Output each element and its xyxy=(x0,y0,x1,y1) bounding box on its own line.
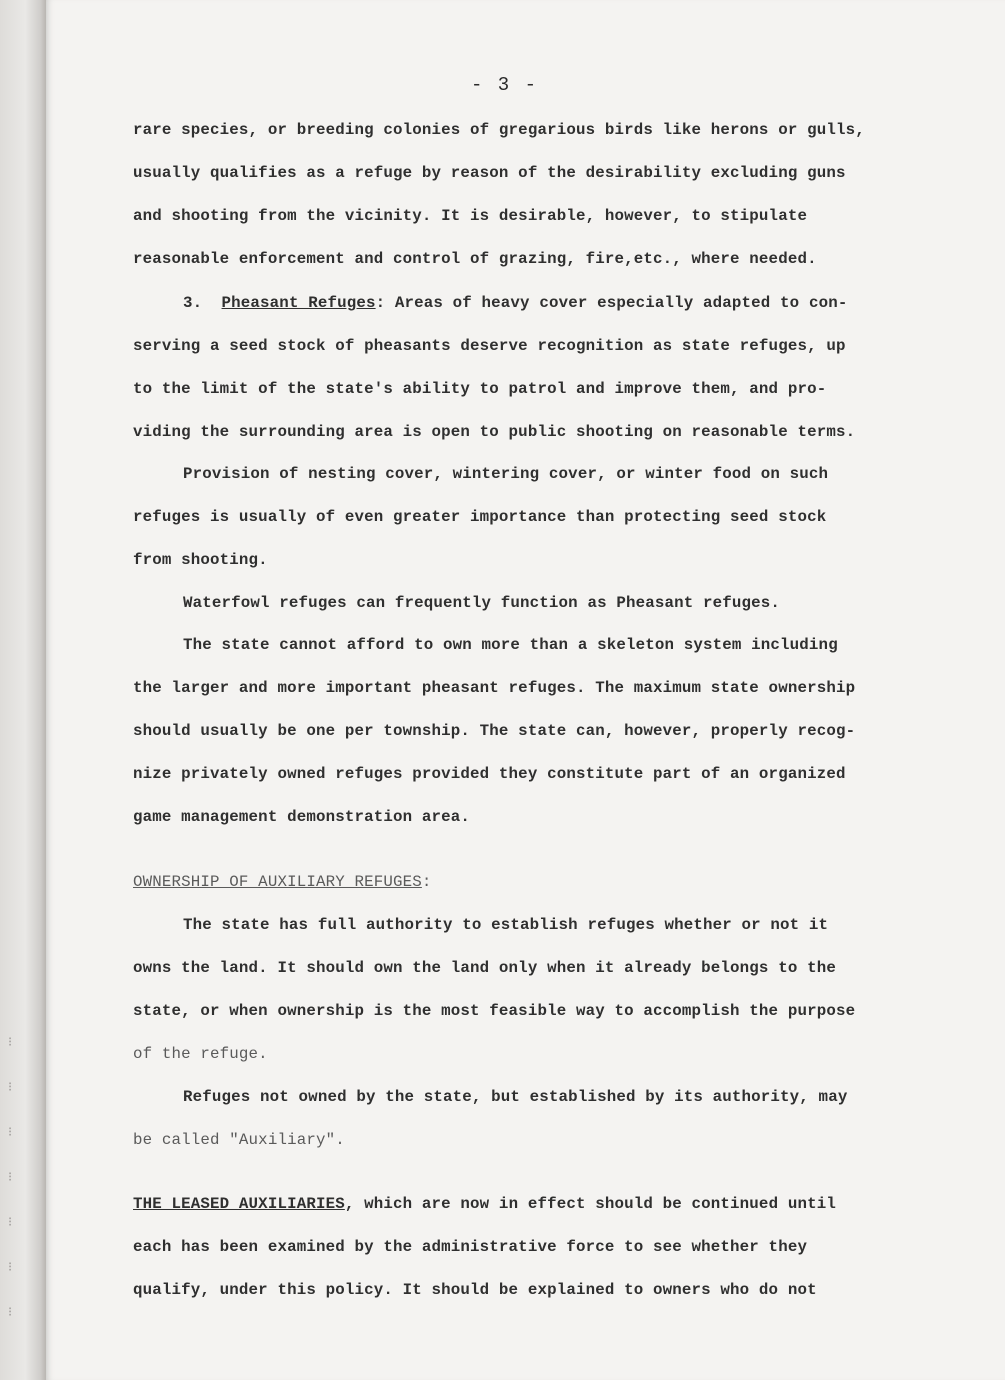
section-heading-ownership: OWNERSHIP OF AUXILIARY REFUGES xyxy=(133,873,422,891)
text-line: usually qualifies as a refuge by reason of the desirability excluding guns xyxy=(133,164,846,182)
text-line: of the refuge. xyxy=(133,1045,268,1063)
text-line: rare species, or breeding colonies of gregarious birds like herons or gulls, xyxy=(133,121,865,139)
section-heading-leased-auxiliaries: THE LEASED AUXILIARIES xyxy=(133,1195,345,1213)
text-line: game management demonstration area. xyxy=(133,808,471,826)
text-fragment: , which are now in effect should be continued until xyxy=(344,1195,836,1213)
section-heading-ownership-line xyxy=(133,873,432,891)
text-line: to the limit of the state's ability to patrol and improve them, and pro- xyxy=(133,380,827,398)
binding-edge xyxy=(0,0,46,1380)
text-fragment: : Areas of heavy cover especially adapted to con- xyxy=(375,294,848,312)
text-line: nize privately owned refuges provided they constitute part of an organized xyxy=(133,765,846,783)
text-line: the larger and more important pheasant refuges. The maximum state ownership xyxy=(133,679,856,697)
text-line: qualify, under this policy. It should be explained to owners who do not xyxy=(133,1281,817,1299)
section-heading-pheasant-refuges: Pheasant Refuges xyxy=(221,294,376,312)
heading-suffix: : xyxy=(421,873,432,891)
text-line: from shooting. xyxy=(133,551,268,569)
text-line: and shooting from the vicinity. It is desirable, however, to stipulate xyxy=(133,207,808,225)
text-line: reasonable enforcement and control of grazing, fire,etc., where needed. xyxy=(133,250,817,268)
text-line: owns the land. It should own the land only when it already belongs to the xyxy=(133,959,836,977)
text-line: Waterfowl refuges can frequently function as Pheasant refuges. xyxy=(183,594,781,612)
text-line: viding the surrounding area is open to public shooting on reasonable terms. xyxy=(133,423,856,441)
text-line: should usually be one per township. The state can, however, properly recog- xyxy=(133,722,856,740)
text-line: The state has full authority to establish refuges whether or not it xyxy=(183,916,829,934)
text-line: refuges is usually of even greater importance than protecting seed stock xyxy=(133,508,827,526)
pheasant-refuges-line xyxy=(183,294,847,312)
binding-marks: ⁝ ⁝ ⁝ ⁝ ⁝ ⁝ ⁝ xyxy=(8,1035,13,1320)
page-number: - 3 - xyxy=(471,74,539,96)
text-line: each has been examined by the administrative force to see whether they xyxy=(133,1238,808,1256)
text-line: be called "Auxiliary". xyxy=(133,1131,345,1149)
text-line: The state cannot afford to own more than a skeleton system including xyxy=(183,636,838,654)
text-line: serving a seed stock of pheasants deserve recognition as state refuges, up xyxy=(133,337,846,355)
leased-auxiliaries-line xyxy=(133,1195,836,1213)
text-line: Refuges not owned by the state, but established by its authority, may xyxy=(183,1088,848,1106)
document-page xyxy=(46,0,1005,1380)
text-line: state, or when ownership is the most feasible way to accomplish the purpose xyxy=(133,1002,856,1020)
text-line: Provision of nesting cover, wintering cover, or winter food on such xyxy=(183,465,829,483)
section-number: 3. xyxy=(183,294,203,312)
